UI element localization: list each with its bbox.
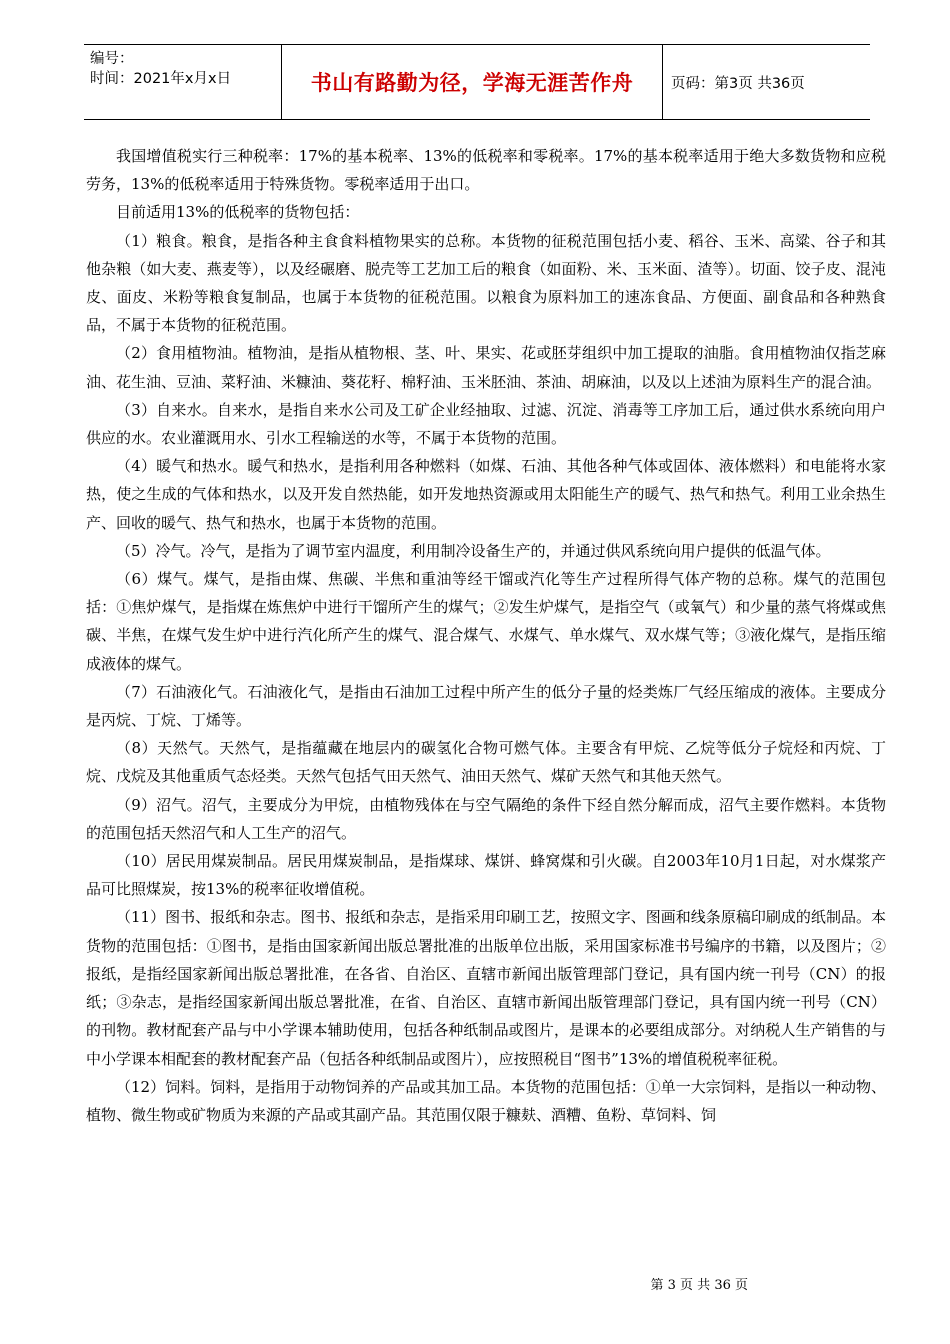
paragraph: （2）食用植物油。植物油，是指从植物根、茎、叶、果实、花或胚芽组织中加工提取的油脂。食用植物油仅指芝麻油、花生油、豆油、菜籽油、米糠油、葵花籽、棉籽油、玉米胚油、茶油、胡麻油，以及以上述油为原料生产的混合油。 [86,344,886,391]
document-number-label: 编号： [90,51,134,67]
header-meta [84,45,282,119]
paragraph: 我国增值税实行三种税率：17%的基本税率、13%的低税率和零税率。17%的基本税率适用于绝大多数货物和应税劳务，13%的低税率适用于特殊货物。零税率适用于出口。 [86,147,886,194]
paragraph: 目前适用13%的低税率的货物包括： [116,203,360,222]
document-date: 时间：2021年x月x日 [90,71,232,87]
header-motto: 书山有路勤为径，学海无涯苦作舟 [282,45,663,119]
document-body [86,142,886,1129]
page-header [84,44,870,120]
paragraph: （1）粮食。粮食，是指各种主食食料植物果实的总称。本货物的征税范围包括小麦、稻谷、玉米、高粱、谷子和其他杂粮（如大麦、燕麦等），以及经碾磨、脱壳等工艺加工后的粮食（如面粉、米、玉米面、渣等）。切面、饺子皮、混沌皮、面皮、米粉等粮食复制品，也属于本货物的征税范围。以粮食为原料加工的速冻食品、方便面、副食品和各种熟食品，不属于本货物的征税范围。 [86,231,886,335]
paragraph: （8）天然气。天然气，是指蕴藏在地层内的碳氢化合物可燃气体。主要含有甲烷、乙烷等低分子烷烃和丙烷、丁烷、戊烷及其他重质气态烃类。天然气包括气田天然气、油田天然气、煤矿天然气和其他天然气。 [86,739,886,786]
paragraph: （5）冷气。冷气，是指为了调节室内温度，利用制冷设备生产的，并通过供风系统向用户提供的低温气体。 [116,541,831,560]
paragraph: （9）沼气。沼气，主要成分为甲烷，由植物残体在与空气隔绝的条件下经自然分解而成，沼气主要作燃料。本货物的范围包括天然沼气和人工生产的沼气。 [86,795,886,842]
paragraph: （10）居民用煤炭制品。居民用煤炭制品，是指煤球、煤饼、蜂窝煤和引火碳。自2003年10月1日起，对水煤浆产品可比照煤炭，按13%的税率征收增值税。 [86,852,886,899]
paragraph: （4）暖气和热水。暖气和热水，是指利用各种燃料（如煤、石油、其他各种气体或固体、液体燃料）和电能将水家热，使之生成的气体和热水，以及开发自然热能，如开发地热资源或用太阳能生产的暖气、热气和热气。利用工业余热生产、回收的暖气、热气和热水，也属于本货物的范围。 [86,457,886,532]
paragraph: （12）饲料。饲料，是指用于动物饲养的产品或其加工品。本货物的范围包括：①单一大宗饲料，是指以一种动物、植物、微生物或矿物质为来源的产品或其副产品。其范围仅限于糠麸、酒糟、鱼粉、草饲料、饲 [86,1077,886,1124]
header-page-info: 页码：第3页 共36页 [671,75,805,92]
paragraph: （3）自来水。自来水，是指自来水公司及工矿企业经抽取、过滤、沉淀、消毒等工序加工后，通过供水系统向用户供应的水。农业灌溉用水、引水工程输送的水等，不属于本货物的范围。 [86,400,886,448]
page-footer: 第 3 页 共 36 页 [650,1278,748,1293]
paragraph: （7）石油液化气。石油液化气，是指由石油加工过程中所产生的低分子量的烃类炼厂气经压缩成的液体。主要成分是丙烷、丁烷、丁烯等。 [86,682,886,730]
paragraph: （11）图书、报纸和杂志。图书、报纸和杂志，是指采用印刷工艺，按照文字、图画和线条原稿印刷成的纸制品。本货物的范围包括：①图书，是指由国家新闻出版总署批准的出版单位出版，采用国家标准书号编序的书籍，以及图片；②报纸，是指经国家新闻出版总署批准，在各省、自治区、直辖市新闻出版管理部门登记，具有国内统一刊号（CN）的报纸；③杂志，是指经国家新闻出版总署批准，在省、自治区、直辖市新闻出版管理部门登记，具有国内统一刊号（CN）的刊物。教材配套产品与中小学课本辅助使用，包括各种纸制品或图片，是课本的必要组成部分。对纳税人生产销售的与中小学课本相配套的教材配套产品（包括各种纸制品或图片），应按照税目“图书”13%的增值税税率征税。 [86,908,886,1068]
paragraph: （6）煤气。煤气，是指由煤、焦碳、半焦和重油等经干馏或汽化等生产过程所得气体产物的总称。煤气的范围包括：①焦炉煤气，是指煤在炼焦炉中进行干馏所产生的煤气；②发生炉煤气，是指空气（或氧气）和少量的蒸气将煤或焦碳、半焦，在煤气发生炉中进行汽化所产生的煤气、混合煤气、水煤气、单水煤气、双水煤气等；③液化煤气，是指压缩成液体的煤气。 [86,570,886,673]
